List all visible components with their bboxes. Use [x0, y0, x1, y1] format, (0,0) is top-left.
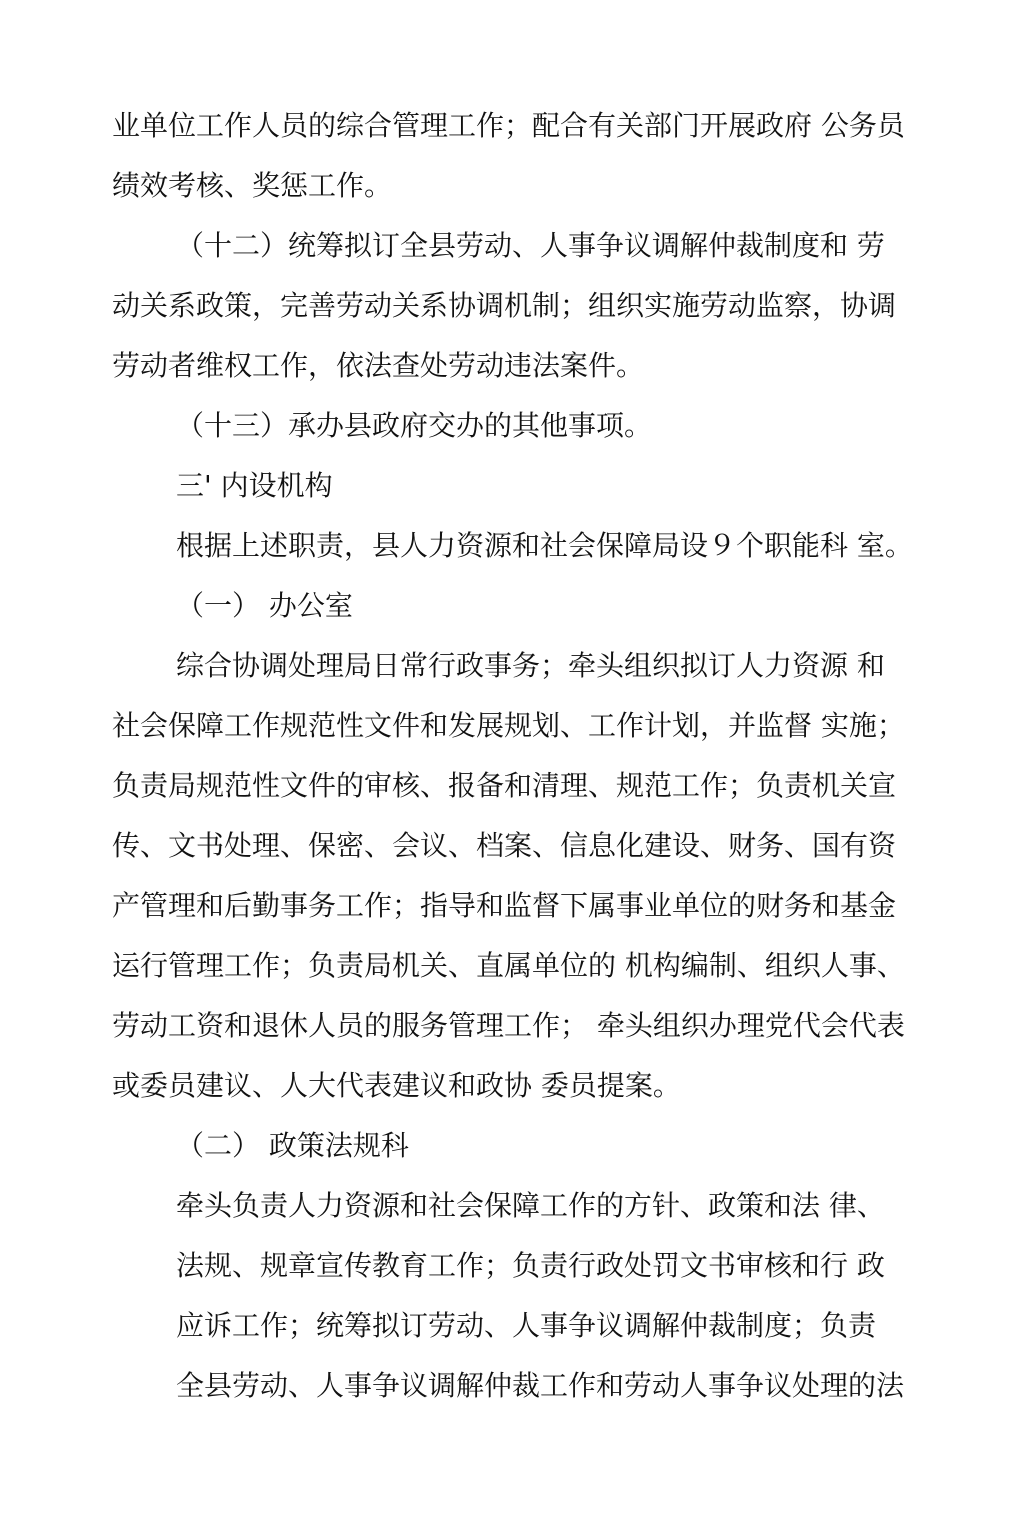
text-line: 全县劳动、人事争议调解仲裁工作和劳动人事争议处理的法 [176, 1369, 905, 1402]
text-line: 传、文书处理、保密、会议、档案、信息化建设、财务、国有资 [112, 829, 897, 862]
text-line: 或委员建议、人大代表建议和政协 委员提案。 [112, 1069, 681, 1102]
section-heading: 三' 内设机构 [176, 469, 333, 502]
subsection-heading: （一） 办公室 [176, 589, 353, 622]
text-line: 综合协调处理局日常行政事务；牵头组织拟订人力资源 和 [176, 649, 885, 682]
text-line: 牵头负责人力资源和社会保障工作的方针、政策和法 律、 [176, 1189, 885, 1222]
text-line: 绩效考核、奖惩工作。 [112, 169, 393, 202]
text-line: （十三）承办县政府交办的其他事项。 [176, 409, 653, 442]
text-line: （十二）统筹拟订全县劳动、人事争议调解仲裁制度和 劳 [176, 229, 885, 262]
text-line: 社会保障工作规范性文件和发展规划、工作计划，并监督 实施； [112, 709, 905, 742]
text-line: 根据上述职责，县人力资源和社会保障局设９个职能科 室。 [176, 529, 913, 562]
text-line: 法规、规章宣传教育工作；负责行政处罚文书审核和行 政 [176, 1249, 885, 1282]
subsection-heading: （二） 政策法规科 [176, 1129, 409, 1162]
text-line: 运行管理工作；负责局机关、直属单位的 机构编制、组织人事、 [112, 949, 905, 982]
text-line: 动关系政策，完善劳动关系协调机制；组织实施劳动监察，协调 [112, 289, 897, 322]
text-line: 应诉工作；统筹拟订劳动、人事争议调解仲裁制度；负责 [176, 1309, 877, 1342]
text-line: 劳动者维权工作，依法查处劳动违法案件。 [112, 349, 645, 382]
text-line: 产管理和后勤事务工作；指导和监督下属事业单位的财务和基金 [112, 889, 897, 922]
text-line: 劳动工资和退休人员的服务管理工作； 牵头组织办理党代会代表 [112, 1009, 905, 1042]
text-line: 业单位工作人员的综合管理工作；配合有关部门开展政府 公务员 [112, 109, 905, 142]
text-line: 负责局规范性文件的审核、报备和清理、规范工作；负责机关宣 [112, 769, 897, 802]
